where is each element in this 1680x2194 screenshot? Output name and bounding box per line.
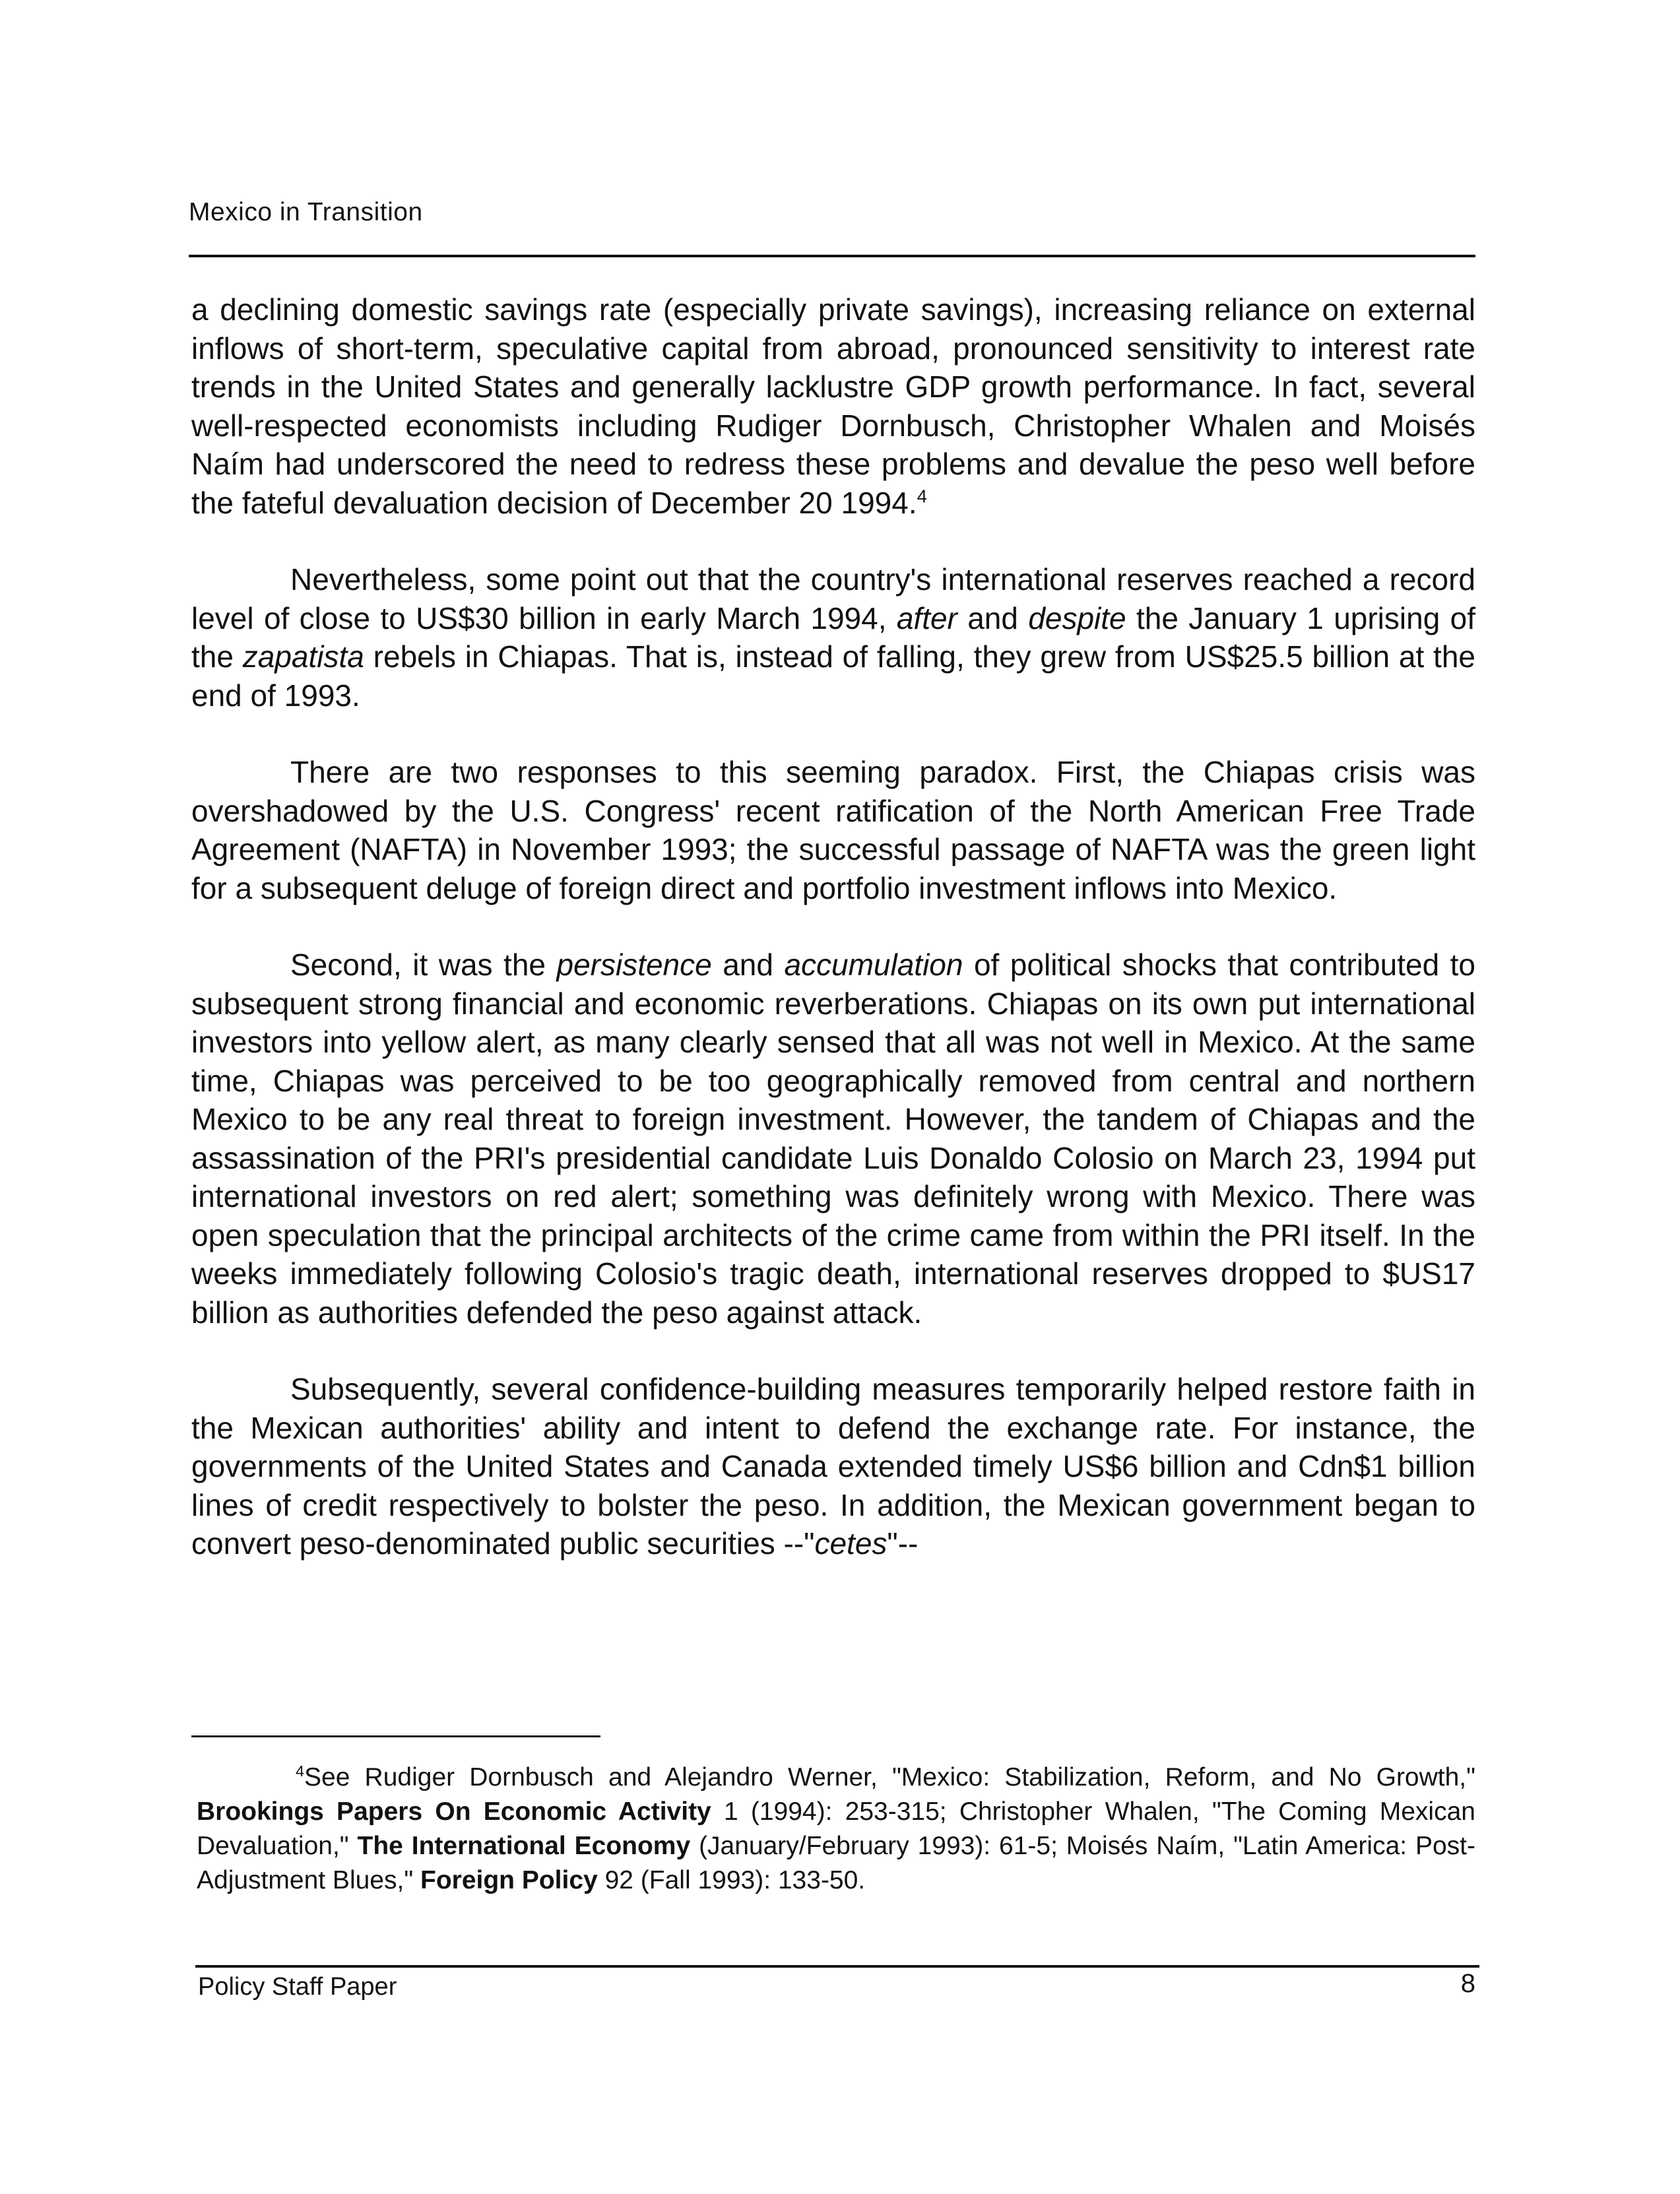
- paragraph-5: [191, 1370, 1475, 1563]
- paragraph-4: [191, 946, 1475, 1332]
- footnote-text-c: (January/February 1993): 61-5; Moisés Naím, "Latin America: Post-Adjustment Blues,": [197, 1832, 1475, 1894]
- footnote-reference: 4: [917, 486, 927, 507]
- emphasis-despite: despite: [1028, 600, 1126, 635]
- paragraph-2-text-d: rebels in Chiapas. That is, instead of falling, they grew from US$25.5 billion at the end of 1993.: [191, 639, 1475, 713]
- header-rule: [189, 255, 1475, 257]
- paragraph-2-text-c: the January 1 uprising of the: [191, 600, 1475, 674]
- paragraph-3-text: There are two responses to this seeming paradox. First, the Chiapas crisis was overshadowed by the U.S. Congress' recent ratification of the North American Free Trade Agreement (NAFTA) in November 1993; the successful passage of NAFTA was the green light for a subsequent deluge of foreign direct and portfolio investment inflows into Mexico.: [191, 755, 1475, 905]
- paragraph-4-text-a: Second, it was the: [290, 948, 557, 982]
- footnote-journal-international-economy: The International Economy: [357, 1832, 691, 1860]
- paragraph-3: [191, 753, 1475, 907]
- emphasis-zapatista: zapatista: [242, 639, 364, 674]
- footer-rule: [195, 1965, 1479, 1968]
- emphasis-cetes: cetes: [814, 1526, 888, 1561]
- paragraph-2-text-b: and: [957, 600, 1029, 635]
- paragraph-1: [191, 290, 1475, 522]
- paragraph-4-text-c: of political shocks that contributed to subsequent strong financial and economic reverberations. Chiapas on its own put international investors into yellow alert, as many clearly sensed that all was not well in Mexico. At the same time, Chiapas was perceived to be too geographically removed from central and northern Mexico to be any real threat to foreign investment. However, the tandem of Chiapas and the assassination of the PRI's presidential candidate Luis Donaldo Colosio on March 23, 1994 put international investors on red alert; something was definitely wrong with Mexico. There was open speculation that the principal architects of the crime came from within the PRI itself. In the weeks immediately following Colosio's tragic death, international reserves dropped to $US17 billion as authorities defended the peso against attack.: [191, 948, 1476, 1330]
- paragraph-1-text: a declining domestic savings rate (especially private savings), increasing reliance on external inflows of short-term, speculative capital from abroad, pronounced sensitivity to interest rate trends in the United States and generally lacklustre GDP growth performance. In fact, several well-respected economists including Rudiger Dornbusch, Christopher Whalen and Moisés Naím had underscored the need to redress these problems and devalue the peso well before the fateful devaluation decision of December 20 1994.: [191, 292, 1475, 520]
- emphasis-after: after: [896, 600, 957, 635]
- footnote-journal-brookings: Brookings Papers On Economic Activity: [197, 1797, 711, 1826]
- footnote-journal-foreign-policy: Foreign Policy: [420, 1866, 598, 1894]
- paragraph-5-text-b: "--: [887, 1526, 919, 1561]
- emphasis-persistence: persistence: [556, 948, 712, 982]
- page-number: 8: [1460, 1969, 1475, 1998]
- paragraph-5-text-a: Subsequently, several confidence-building measures temporarily helped restore faith in the Mexican authorities' ability and intent to defend the exchange rate. For instance, the governments of the United States and Canada extended timely US$6 billion and Cdn$1 billion lines of credit respectively to bolster the peso. In addition, the Mexican government began to convert peso-denominated public securities --": [191, 1372, 1475, 1561]
- paragraph-2: [191, 560, 1475, 715]
- footnote-text-a: See Rudiger Dornbusch and Alejandro Werner, "Mexico: Stabilization, Reform, and No Growth,": [304, 1763, 1475, 1791]
- body-text: [191, 290, 1475, 1601]
- footnote-4: [197, 1760, 1475, 1898]
- footnote-rule: [191, 1735, 600, 1737]
- footnote-text-d: 92 (Fall 1993): 133-50.: [597, 1866, 866, 1894]
- footnote-text-b: 1 (1994): 253-315; Christopher Whalen, "The Coming Mexican Devaluation,": [197, 1797, 1475, 1860]
- paragraph-2-text-a: Nevertheless, some point out that the country's international reserves reached a record level of close to US$30 billion in early March 1994,: [191, 562, 1475, 635]
- emphasis-accumulation: accumulation: [784, 948, 963, 982]
- running-header: Mexico in Transition: [189, 198, 423, 226]
- footnote-marker: 4: [296, 1762, 305, 1780]
- running-footer: Policy Staff Paper: [198, 1973, 397, 2001]
- paragraph-4-text-b: and: [711, 948, 785, 982]
